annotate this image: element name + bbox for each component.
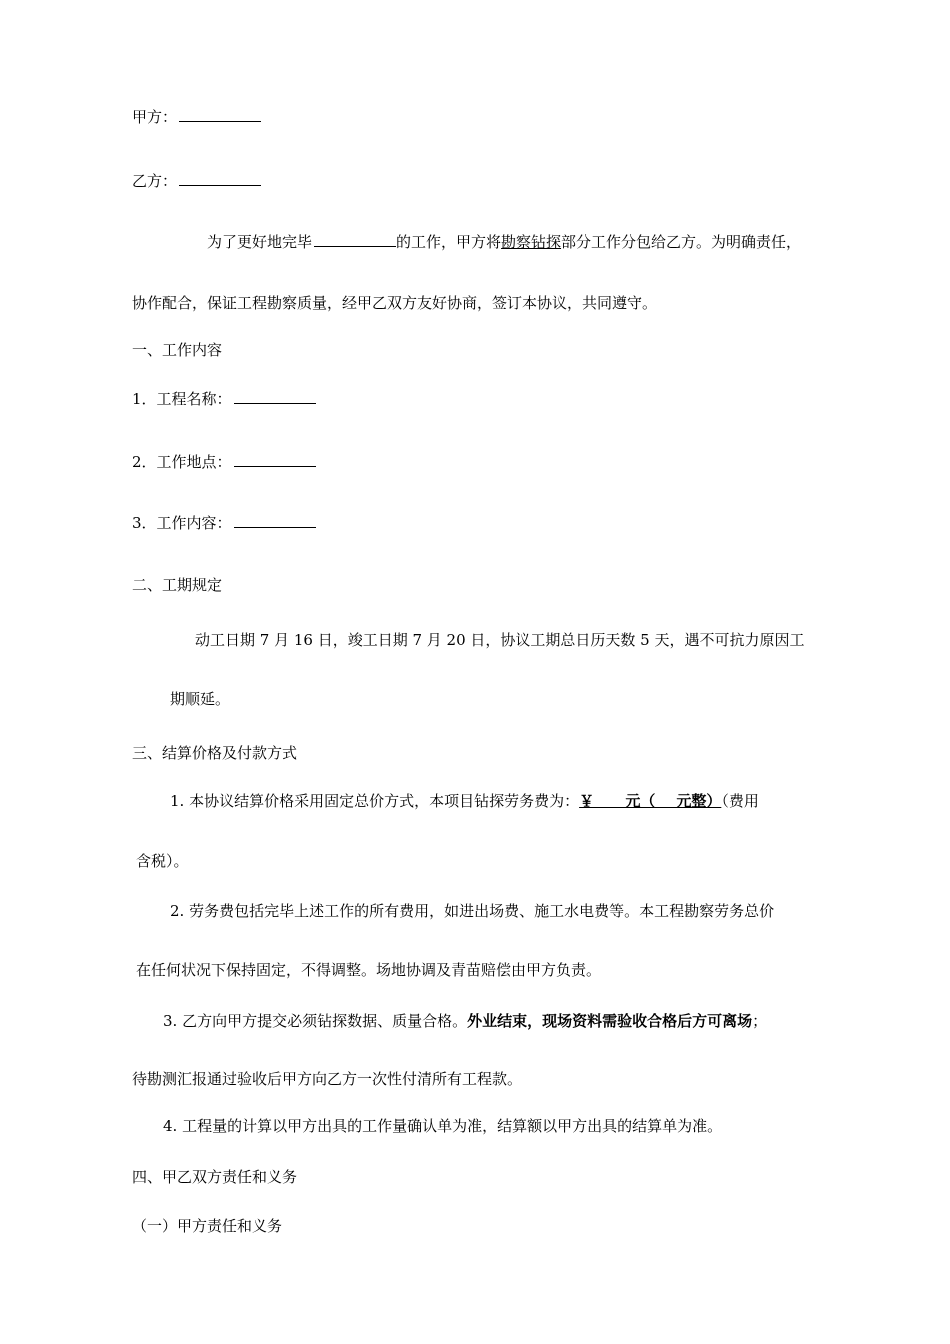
section3-item4: 4. 工程量的计算以甲方出具的工作量确认单为准，结算额以甲方出具的结算单为准。 xyxy=(163,1117,723,1135)
intro-project-blank xyxy=(314,231,396,247)
intro-underlined-scope: 勘察钻探 xyxy=(501,233,562,251)
party-b-blank xyxy=(179,170,261,186)
section1-heading: 一、工作内容 xyxy=(132,341,223,359)
project-name-blank xyxy=(234,388,316,404)
section1-item-work-content xyxy=(132,512,316,533)
intro-line-2: 协作配合，保证工程勘察质量，经甲乙双方友好协商，签订本协议，共同遵守。 xyxy=(132,294,658,312)
intro-part1: 为了更好地完毕 xyxy=(207,233,313,251)
party-a-blank xyxy=(179,106,261,122)
price-amount: ￥ 元（ 元整） xyxy=(579,792,722,810)
item1-text: 1. 本协议结算价格采用固定总价方式，本项目钻探劳务费为： xyxy=(170,792,580,810)
intro-line-1 xyxy=(207,231,801,252)
section3-item3-line-2: 待勘测汇报通过验收后甲方向乙方一次性付清所有工程款。 xyxy=(132,1070,523,1088)
party-b-label: 乙方： xyxy=(132,172,178,190)
item1-suffix: （费用 xyxy=(721,792,759,810)
intro-part2: 的工作，甲方将 xyxy=(396,233,502,251)
item3-bold: 外业结束，现场资料需验收合格后方可离场 xyxy=(467,1012,753,1030)
section3-item3-line-1 xyxy=(163,1011,767,1031)
section3-item2-line-2: 在任何状况下保持固定，不得调整。场地协调及青苗赔偿由甲方负责。 xyxy=(136,961,602,979)
section2-line-1: 动工日期 7 月 16 日，竣工日期 7 月 20 日，协议工期总日历天数 5 天，遇不可抗力原因工 xyxy=(195,631,805,649)
work-location-blank xyxy=(234,451,316,467)
section3-item1-line-1 xyxy=(170,791,759,811)
party-b-line xyxy=(132,170,261,191)
section3-item1-line-2: 含税）。 xyxy=(136,852,189,870)
section1-item-project-name xyxy=(132,388,316,409)
item-label: 1．工程名称： xyxy=(132,390,232,408)
item-label: 2．工作地点： xyxy=(132,453,232,471)
intro-part3: 部分工作分包给乙方。为明确责任， xyxy=(561,233,802,251)
item-label: 3．工作内容： xyxy=(132,514,232,532)
section2-heading: 二、工期规定 xyxy=(132,576,223,594)
item3-suffix: ； xyxy=(752,1012,768,1030)
party-a-label: 甲方： xyxy=(132,108,178,126)
section3-heading: 三、结算价格及付款方式 xyxy=(132,744,298,762)
section1-item-work-location xyxy=(132,451,316,472)
section2-line-2: 期顺延。 xyxy=(170,690,231,708)
item3-text: 3. 乙方向甲方提交必须钻探数据、质量合格。 xyxy=(163,1012,468,1030)
section3-item2-line-1: 2. 劳务费包括完毕上述工作的所有费用，如进出场费、施工水电费等。本工程勘察劳务总价 xyxy=(170,902,775,920)
work-content-blank xyxy=(234,512,316,528)
section4-heading: 四、甲乙双方责任和义务 xyxy=(132,1168,298,1186)
section4-sub1: （一）甲方责任和义务 xyxy=(132,1217,283,1235)
party-a-line xyxy=(132,106,261,127)
